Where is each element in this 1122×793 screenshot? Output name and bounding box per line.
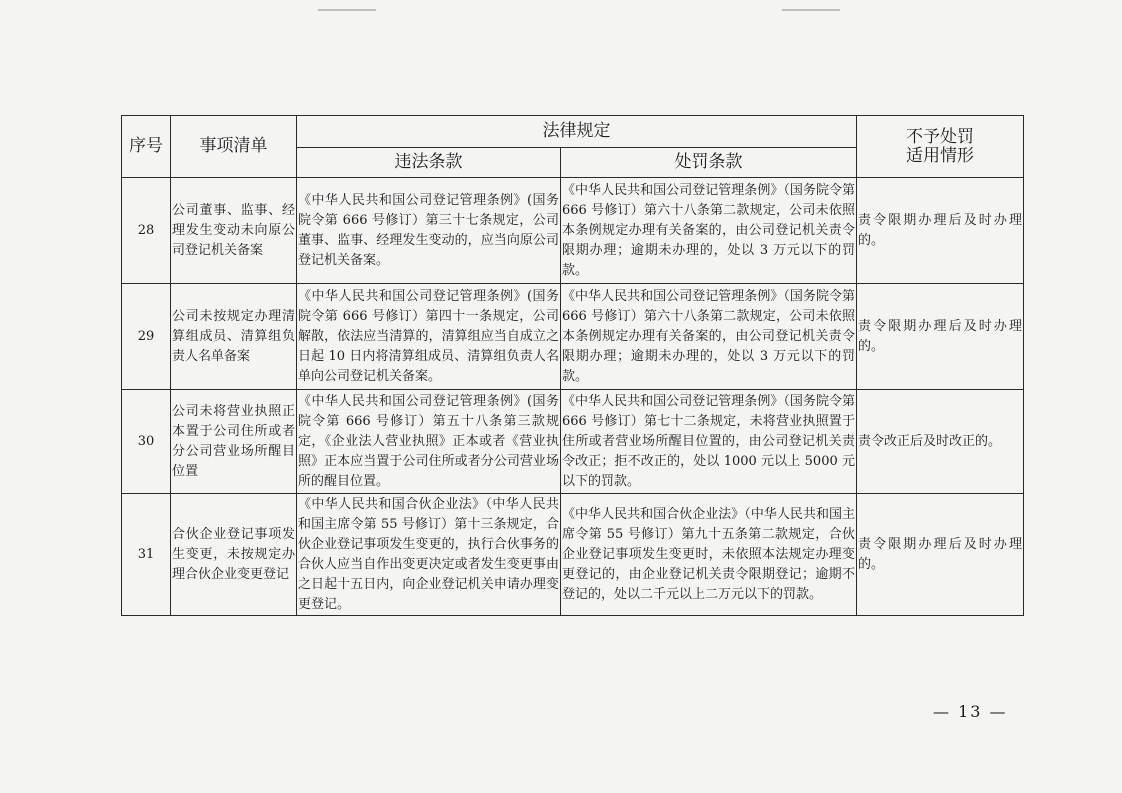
row-penalty: 《中华人民共和国合伙企业法》（中华人民共和国主席令第 55 号修订）第九十五条第二款规定，合伙企业登记事项发生变更时，未依照本法规定办理变更登记的，由企业登记机关责令限期登记；逾期不登记的，处以二千元以上二万元以下的罚款。 (561, 494, 857, 616)
row-penalty: 《中华人民共和国公司登记管理条例》（国务院令第 666 号修订）第七十二条规定，未将营业执照置于住所或者营业场所醒目位置的，由公司登记机关责令改正；拒不改正的，处以 1000 元以上 5000 元以下的罚款。 (561, 390, 857, 494)
table-row (122, 494, 1024, 616)
row-item: 公司未将营业执照正本置于公司住所或者分公司营业场所醒目位置 (171, 390, 297, 494)
row-penalty: 《中华人民共和国公司登记管理条例》（国务院令第 666 号修订）第六十八条第二款规定，公司未依照本条例规定办理有关备案的，由公司登记机关责令限期办理；逾期未办理的，处以 3 万元以下的罚款。 (561, 178, 857, 284)
penalty-exemption-table (121, 115, 1024, 616)
row-item: 公司董事、监事、经理发生变动未向原公司登记机关备案 (171, 178, 297, 284)
row-exempt: 责令限期办理后及时办理的。 (857, 494, 1024, 616)
row-item: 合伙企业登记事项发生变更，未按规定办理合伙企业变更登记 (171, 494, 297, 616)
row-violation: 《中华人民共和国公司登记管理条例》(国务院令第 666 号修订）第五十八条第三款规定，《企业法人营业执照》正本或者《营业执照》正本应当置于公司住所或者分公司营业场所的醒目位置。 (297, 390, 561, 494)
row-violation: 《中华人民共和国合伙企业法》（中华人民共和国主席令第 55 号修订）第十三条规定，合伙企业登记事项发生变更的，执行合伙事务的合伙人应当自作出变更决定或者发生变更事由之日起十五日内，向企业登记机关申请办理变更登记。 (297, 494, 561, 616)
row-penalty: 《中华人民共和国公司登记管理条例》（国务院令第 666 号修订）第六十八条第二款规定，公司未依照本条例规定办理有关备案的，由公司登记机关责令限期办理；逾期未办理的，处以 3 万元以下的罚款。 (561, 284, 857, 390)
header-penalty: 处罚条款 (561, 148, 857, 178)
row-violation: 《中华人民共和国公司登记管理条例》(国务院令第 666 号修订）第四十一条规定，公司解散，依法应当清算的，清算组应当自成立之日起 10 日内将清算组成员、清算组负责人名单向公司登记机关备案。 (297, 284, 561, 390)
header-law: 法律规定 (297, 116, 857, 148)
row-exempt: 责令限期办理后及时办理的。 (857, 284, 1024, 390)
header-seq: 序号 (122, 116, 171, 178)
page-number: — 13 — (933, 702, 1008, 721)
row-violation: 《中华人民共和国公司登记管理条例》(国务院令第 666 号修订）第三十七条规定，公司董事、监事、经理发生变动的，应当向原公司登记机关备案。 (297, 178, 561, 284)
scan-mark-left (318, 9, 376, 11)
table-row (122, 284, 1024, 390)
row-number: 30 (122, 390, 171, 494)
table-row (122, 178, 1024, 284)
header-item: 事项清单 (171, 116, 297, 178)
row-exempt: 责令限期办理后及时办理的。 (857, 178, 1024, 284)
row-item: 公司未按规定办理清算组成员、清算组负责人名单备案 (171, 284, 297, 390)
table-row (122, 390, 1024, 494)
header-violation: 违法条款 (297, 148, 561, 178)
header-exempt: 不予处罚 适用情形 (857, 116, 1024, 178)
row-exempt: 责令改正后及时改正的。 (857, 390, 1024, 494)
row-number: 28 (122, 178, 171, 284)
row-number: 29 (122, 284, 171, 390)
scan-mark-right (782, 9, 840, 11)
row-number: 31 (122, 494, 171, 616)
